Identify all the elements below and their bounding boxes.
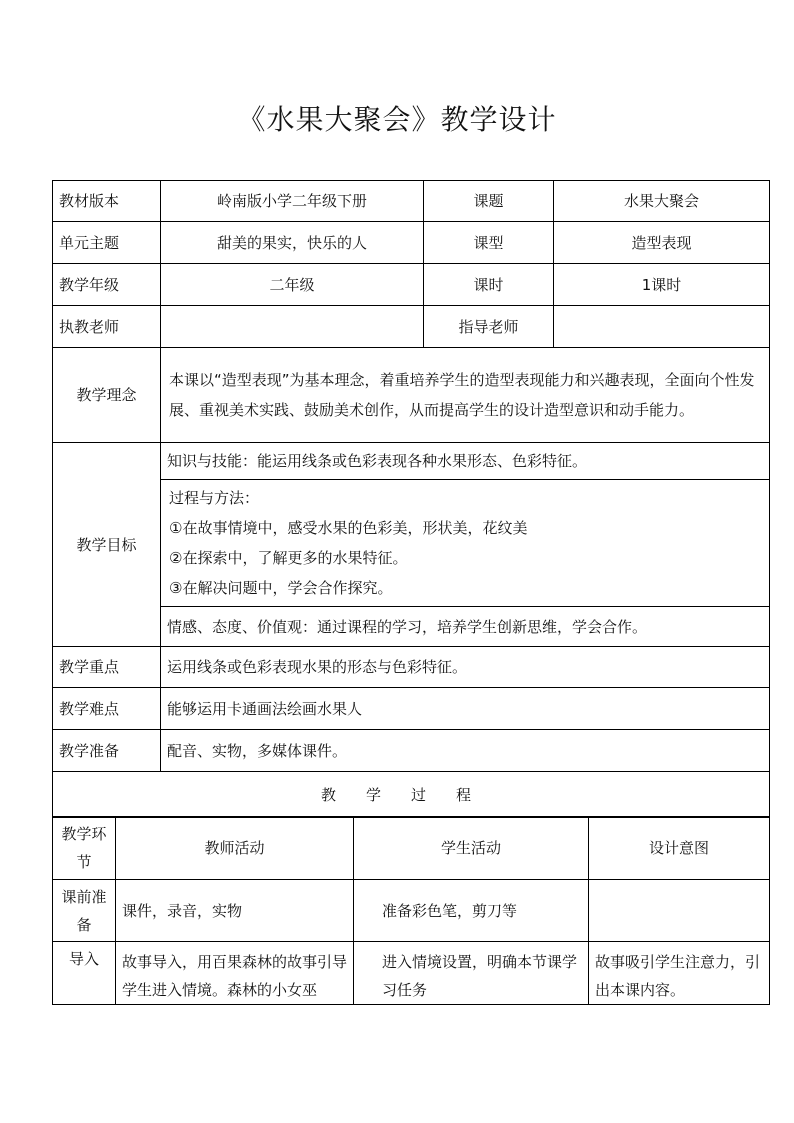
goals-process — [161, 480, 770, 607]
teacher-label: 执教老师 — [53, 306, 161, 348]
grade-value: 二年级 — [161, 264, 424, 306]
goals-label: 教学目标 — [53, 443, 161, 647]
process-intent: 故事吸引学生注意力，引出本课内容。 — [589, 942, 770, 1005]
philosophy-label: 教学理念 — [53, 348, 161, 443]
process-intent — [589, 880, 770, 942]
process-col-student: 学生活动 — [354, 817, 589, 880]
philosophy-text: 本课以“造型表现”为基本理念，着重培养学生的造型表现能力和兴趣表现，全面向个性发展、重视美术实践、鼓励美术创作，从而提高学生的设计造型意识和动手能力。 — [161, 348, 770, 443]
mentor-label: 指导老师 — [424, 306, 554, 348]
table-row — [53, 942, 770, 1005]
preparation-label: 教学准备 — [53, 730, 161, 772]
process-col-teacher: 教师活动 — [116, 817, 354, 880]
difficulty-text: 能够运用卡通画法绘画水果人 — [161, 688, 770, 730]
type-value: 造型表现 — [554, 222, 770, 264]
hours-value: 1课时 — [554, 264, 770, 306]
lesson-info-table — [52, 180, 770, 818]
grade-label: 教学年级 — [53, 264, 161, 306]
goals-knowledge: 知识与技能：能运用线条或色彩表现各种水果形态、色彩特征。 — [161, 443, 770, 480]
unit-value: 甜美的果实，快乐的人 — [161, 222, 424, 264]
topic-label: 课题 — [424, 181, 554, 222]
mentor-value — [554, 306, 770, 348]
process-heading: 教学过程 — [53, 772, 770, 818]
process-student: 进入情境设置，明确本节课学习任务 — [354, 942, 589, 1005]
process-teacher: 故事导入，用百果森林的故事引导学生进入情境。森林的小女巫 — [116, 942, 354, 1005]
textbook-label: 教材版本 — [53, 181, 161, 222]
key-point-text: 运用线条或色彩表现水果的形态与色彩特征。 — [161, 647, 770, 688]
teacher-value — [161, 306, 424, 348]
process-stage: 课前准备 — [53, 880, 116, 942]
goals-process-item: ③在解决问题中，学会合作探究。 — [169, 579, 393, 597]
process-teacher: 课件，录音，实物 — [116, 880, 354, 942]
goals-process-title: 过程与方法： — [169, 489, 260, 507]
process-col-intent: 设计意图 — [589, 817, 770, 880]
hours-label: 课时 — [424, 264, 554, 306]
process-stage: 导入 — [53, 942, 116, 1005]
page-title: 《水果大聚会》教学设计 — [237, 103, 557, 136]
preparation-text: 配音、实物，多媒体课件。 — [161, 730, 770, 772]
textbook-value: 岭南版小学二年级下册 — [161, 181, 424, 222]
process-student: 准备彩色笔，剪刀等 — [354, 880, 589, 942]
topic-value: 水果大聚会 — [554, 181, 770, 222]
goals-process-item: ②在探索中，了解更多的水果特征。 — [169, 549, 408, 567]
process-table — [52, 816, 770, 1005]
goals-emotion: 情感、态度、价值观：通过课程的学习，培养学生创新思维，学会合作。 — [161, 607, 770, 647]
type-label: 课型 — [424, 222, 554, 264]
process-col-stage: 教学环节 — [53, 817, 116, 880]
goals-process-item: ①在故事情境中，感受水果的色彩美，形状美，花纹美 — [169, 519, 528, 537]
table-row — [53, 880, 770, 942]
difficulty-label: 教学难点 — [53, 688, 161, 730]
key-point-label: 教学重点 — [53, 647, 161, 688]
unit-label: 单元主题 — [53, 222, 161, 264]
